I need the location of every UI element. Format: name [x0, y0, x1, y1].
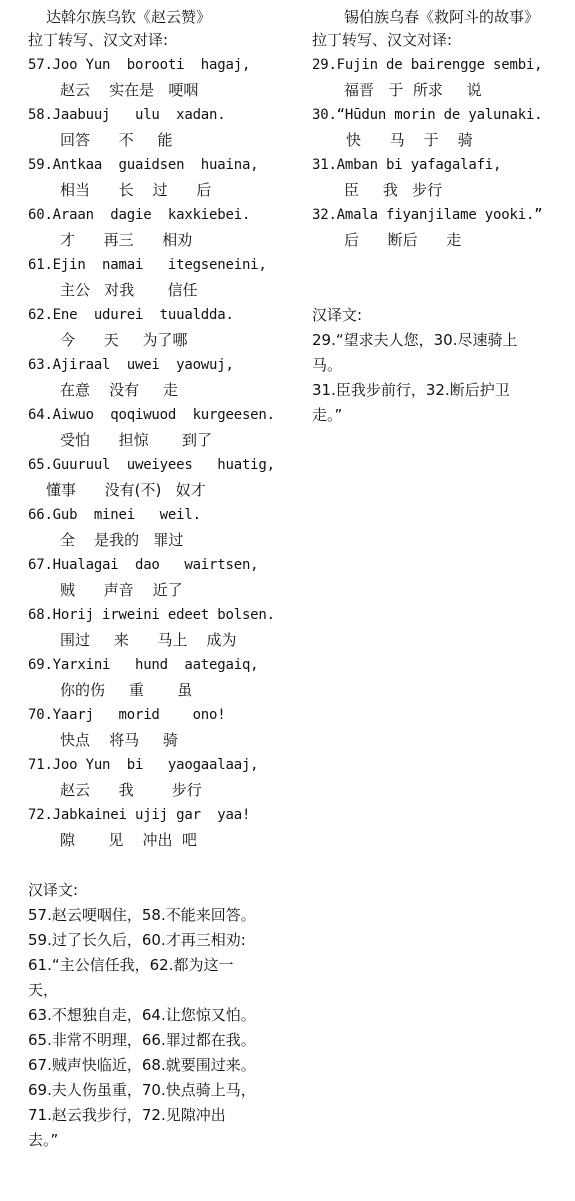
gloss-line: 懂事 没有(不) 奴才 [46, 481, 206, 499]
translation-line: 61.“主公信任我，62.都为这一 [28, 956, 234, 974]
latin-line: 59.Antkaa guaidsen huaina, [28, 157, 259, 173]
left-title: 达斡尔族乌钦《赵云赞》 [46, 8, 212, 26]
right-translation [312, 328, 574, 428]
right-entries [312, 53, 574, 253]
verse-entry-59 [28, 153, 298, 203]
latin-line: 66.Gub minei weil. [28, 507, 201, 523]
verse-entry-29 [312, 53, 574, 103]
left-translation-heading: 汉译文: [28, 881, 79, 899]
latin-line: 64.Aiwuo qoqiwuod kurgeesen. [28, 407, 275, 423]
translation-line: 马。 [312, 356, 343, 374]
latin-line: 30.“Hūdun morin de yalunaki. [312, 107, 543, 123]
verse-entry-62 [28, 303, 298, 353]
gloss-line: 受怕 担惊 到了 [60, 431, 212, 449]
verse-entry-31 [312, 153, 574, 203]
gloss-line: 后 断后 走 [344, 231, 462, 249]
left-translation [28, 903, 298, 1153]
latin-line: 68.Horij irweini edeet bolsen. [28, 607, 275, 623]
gloss-line: 在意 没有 走 [60, 381, 178, 399]
gloss-line: 全 是我的 罪过 [60, 531, 184, 549]
spacer [28, 853, 298, 878]
latin-line: 61.Ejin namai itegseneini, [28, 257, 267, 273]
verse-entry-58 [28, 103, 298, 153]
translation-line: 71.赵云我步行，72.见隙冲出 [28, 1106, 226, 1124]
verse-entry-68 [28, 603, 298, 653]
latin-line: 65.Guuruul uweiyees huatig, [28, 457, 275, 473]
translation-line: 57.赵云哽咽住，58.不能来回答。 [28, 906, 256, 924]
translation-line: 29.“望求夫人您，30.尽速骑上 [312, 331, 518, 349]
verse-entry-57 [28, 53, 298, 103]
translation-line: 69.夫人伤虽重，70.快点骑上马， [28, 1081, 256, 1099]
verse-entry-67 [28, 553, 298, 603]
latin-line: 63.Ajiraal uwei yaowuj, [28, 357, 234, 373]
verse-entry-65 [28, 453, 298, 503]
verse-entry-30 [312, 103, 574, 153]
translation-line: 67.贼声快临近，68.就要围过来。 [28, 1056, 256, 1074]
translation-line: 去。” [28, 1131, 59, 1149]
latin-line: 62.Ene udurei tuualdda. [28, 307, 234, 323]
translation-line: 59.过了长久后，60.才再三相劝: [28, 931, 246, 949]
latin-line: 69.Yarxini hund aategaiq, [28, 657, 259, 673]
verse-entry-71 [28, 753, 298, 803]
latin-line: 60.Araan dagie kaxkiebei. [28, 207, 251, 223]
latin-line: 57.Joo Yun borooti hagaj, [28, 57, 251, 73]
left-subheading: 拉丁转写、汉文对译: [28, 31, 169, 49]
gloss-line: 才 再三 相劝 [60, 231, 193, 249]
gloss-line: 隙 见 冲出 吧 [60, 831, 197, 849]
verse-entry-70 [28, 703, 298, 753]
gloss-line: 主公 对我 信任 [60, 281, 198, 299]
gloss-line: 你的伤 重 虽 [60, 681, 193, 699]
right-title: 锡伯族乌春《救阿斗的故事》 [344, 8, 540, 26]
gloss-line: 福晋 于 所求 说 [344, 81, 482, 99]
verse-entry-72 [28, 803, 298, 853]
gloss-line: 回答 不 能 [60, 131, 173, 149]
latin-line: 32.Amala fiyanjilame yooki.” [312, 207, 543, 223]
right-column [312, 0, 574, 428]
left-entries [28, 53, 298, 853]
right-subheading: 拉丁转写、汉文对译: [312, 31, 453, 49]
latin-line: 70.Yaarj morid ono! [28, 707, 226, 723]
gloss-line: 臣 我 步行 [344, 181, 443, 199]
latin-line: 72.Jabkainei ujij gar yaa! [28, 807, 251, 823]
right-translation-heading: 汉译文: [312, 306, 363, 324]
latin-line: 71.Joo Yun bi yaogaalaaj, [28, 757, 259, 773]
verse-entry-32 [312, 203, 574, 253]
gloss-line: 赵云 我 步行 [60, 781, 202, 799]
gloss-line: 快点 将马 骑 [60, 731, 178, 749]
latin-line: 29.Fujin de bairengge sembi, [312, 57, 543, 73]
gloss-line: 快 马 于 骑 [346, 131, 473, 149]
spacer [312, 253, 574, 303]
verse-entry-64 [28, 403, 298, 453]
latin-line: 31.Amban bi yafagalafi, [312, 157, 502, 173]
gloss-line: 今 天 为了哪 [60, 331, 188, 349]
translation-line: 天， [28, 981, 59, 999]
verse-entry-61 [28, 253, 298, 303]
verse-entry-63 [28, 353, 298, 403]
translation-line: 63.不想独自走，64.让您惊又怕。 [28, 1006, 256, 1024]
latin-line: 58.Jaabuuj ulu xadan. [28, 107, 226, 123]
translation-line: 31.臣我步前行，32.断后护卫 [312, 381, 510, 399]
verse-entry-66 [28, 503, 298, 553]
gloss-line: 围过 来 马上 成为 [60, 631, 237, 649]
translation-line: 走。” [312, 406, 343, 424]
gloss-line: 相当 长 过 后 [60, 181, 212, 199]
verse-entry-60 [28, 203, 298, 253]
left-column [28, 0, 298, 1153]
gloss-line: 赵云 实在是 哽咽 [60, 81, 199, 99]
gloss-line: 贼 声音 近了 [60, 581, 183, 599]
translation-line: 65.非常不明理，66.罪过都在我。 [28, 1031, 256, 1049]
verse-entry-69 [28, 653, 298, 703]
latin-line: 67.Hualagai dao wairtsen, [28, 557, 259, 573]
